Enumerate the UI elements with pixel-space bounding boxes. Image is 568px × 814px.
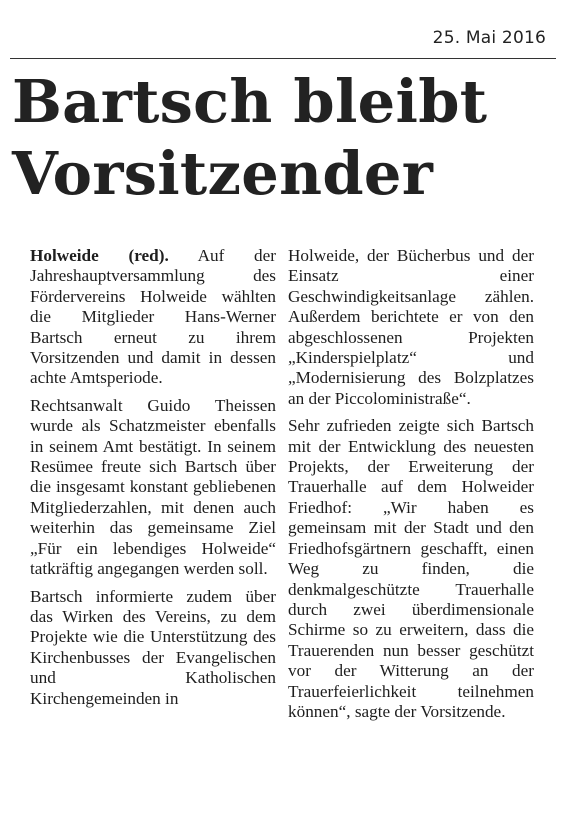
publication-date: 25. Mai 2016 [432, 28, 546, 48]
article-paragraph: Holweide, der Bücherbus und der Einsatz einer Geschwindigkeitsanlage zählen. Außerdem berichtete er von den abgeschlossenen Projekten „Kinderspielplatz“ und „Modernisierung des Bolzplatzes an der Piccoloministraße“. [288, 246, 534, 408]
dateline: Holweide (red). [30, 246, 169, 265]
headline: Bartsch bleibt Vorsitzender [12, 67, 488, 208]
paragraph-text: Auf der Jahreshauptversammlung des Fördervereins Holweide wählten die Mitglieder Hans-Werner Bartsch erneut zu ihrem Vorsitzenden und damit in dessen achte Amtsperiode. [30, 246, 276, 388]
article-paragraph: Rechtsanwalt Guido Theissen wurde als Schatzmeister ebenfalls in seinem Amt bestätigt. In seinem Resümee freute sich Bartsch über die insgesamt konstant gebliebenen Mitgliederzahlen, mit denen auch weiterhin das gemeinsame Ziel „Für ein lebendiges Holweide“ tatkräftig angegangen werden soll. [30, 395, 276, 579]
article-paragraph [30, 246, 276, 389]
header-rule [10, 58, 556, 59]
article-column-right [288, 246, 534, 729]
article-paragraph: Bartsch informierte zudem über das Wirken des Vereins, zu dem Projekte wie die Unterstützung des Kirchenbusses der Evangelischen und Katholischen Kirchengemeinden in [30, 586, 276, 708]
article-paragraph: Sehr zufrieden zeigte sich Bartsch mit der Entwicklung des neuesten Projekts, der Erweiterung der Trauerhalle auf dem Holweider Friedhof: „Wir haben es gemeinsam mit der Stadt und den Friedhofsgärtnern geschafft, einen Weg zu finden, die denkmalgeschützte Trauerhalle durch zwei überdimensionale Schirme so zu erweitern, dass die Trauerenden nun besser geschützt vor der Witterung an der Trauerfeierlichkeit teilnehmen können“, sagte der Vorsitzende. [288, 416, 534, 721]
article-column-left [30, 246, 276, 716]
